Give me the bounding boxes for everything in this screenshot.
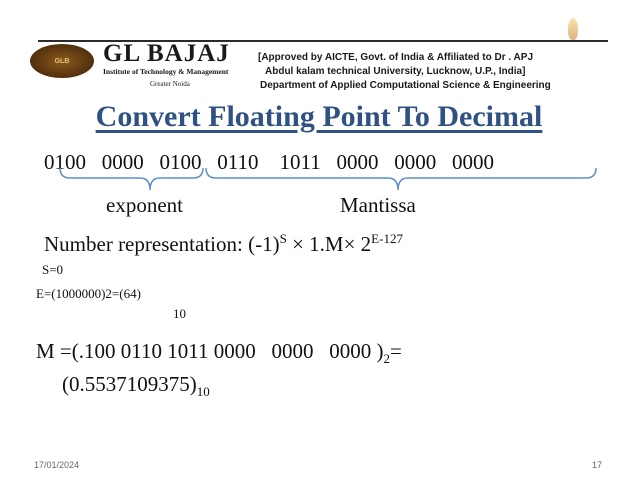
brand-location: Greater Noida [150,80,190,88]
exponent-brace [60,168,203,190]
footer-page-number: 17 [592,460,603,470]
numrep-prefix: Number representation: (-1) [44,232,280,256]
sign-value: S=0 [42,262,64,277]
logo-lettering: GLB [54,58,70,65]
number-representation [44,231,403,257]
header-approval-line2: Abdul kalam technical University, Lucknow, U.P., India] [265,66,526,77]
mantissa-binary [36,339,402,367]
header-department: Department of Applied Computational Science & Engineering [260,80,551,91]
mantissa-decimal-base: 10 [196,384,210,400]
numrep-exponent: E-127 [371,231,403,246]
numrep-sign-exponent: S [279,231,287,246]
mantissa-equals: = [389,339,402,363]
binary-bits: 0100 0000 0100 0110 1011 0000 0000 0000 [44,150,494,174]
mantissa-binary-base: 2 [383,351,390,367]
exponent-base: 10 [173,306,186,321]
numrep-middle: × 1.M× 2 [286,232,372,256]
brand-subtitle: Institute of Technology & Management [103,67,229,76]
mantissa-brace [206,168,596,190]
header-approval-line1: [Approved by AICTE, Govt. of India & Affiliated to Dr . APJ [258,52,534,63]
mantissa-binary-text: M =(.100 0110 1011 0000 0000 0000 ) [36,339,384,363]
mantissa-decimal-text: (0.5537109375) [62,372,197,396]
exponent-label: exponent [106,193,183,217]
exponent-value: E=(1000000)2=(64) [36,286,141,301]
flame-watermark-icon [568,18,578,40]
footer-date: 17/01/2024 [34,460,80,470]
mantissa-label: Mantissa [340,193,416,217]
brand-name: GL BAJAJ [103,40,230,67]
grouping-braces [58,166,600,196]
mantissa-decimal [62,372,210,400]
slide-title: Convert Floating Point To Decimal [95,100,543,133]
